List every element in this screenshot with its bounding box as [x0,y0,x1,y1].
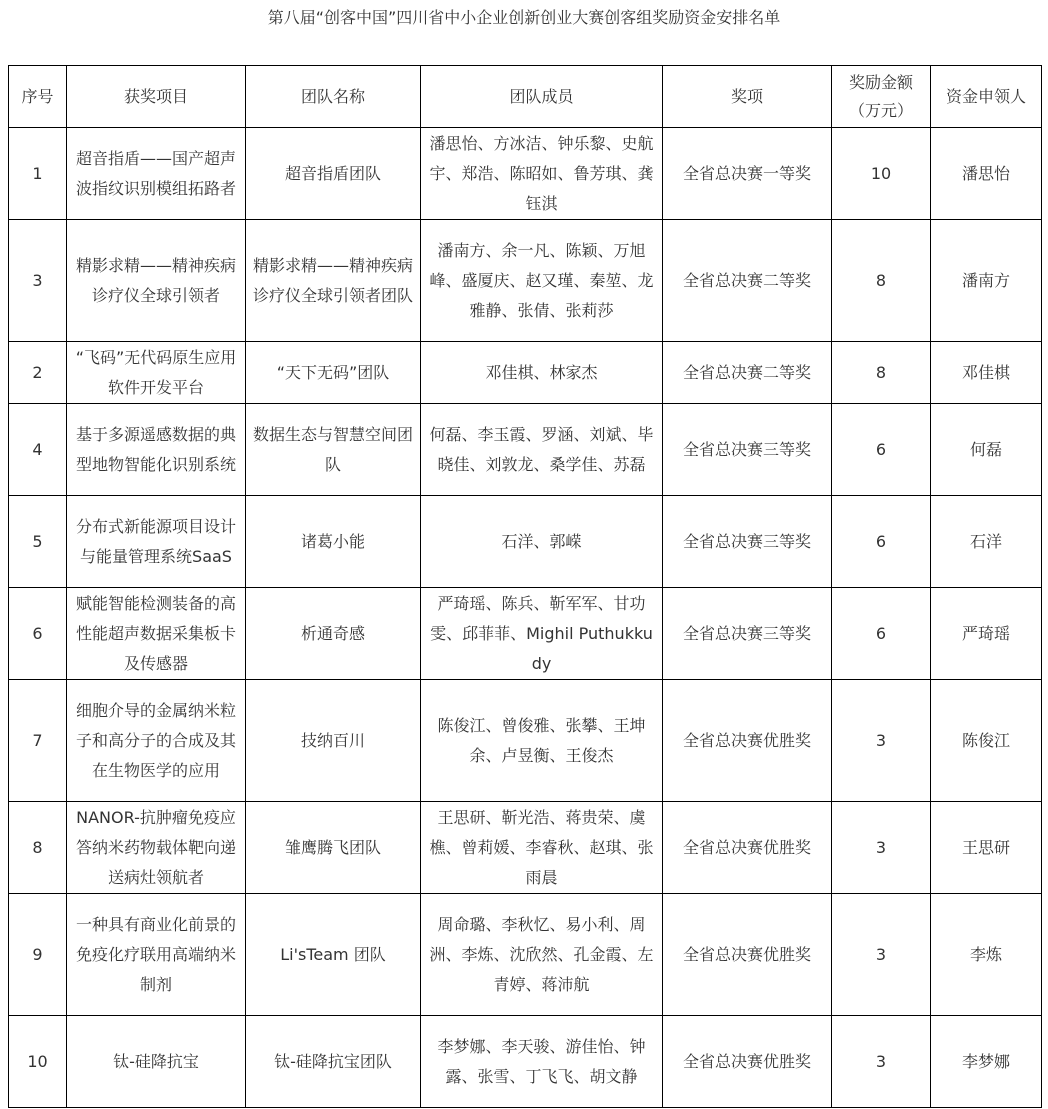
cell-recipient: 潘南方 [931,220,1042,342]
cell-members: 李梦娜、李天骏、游佳怡、钟露、张雪、丁飞飞、胡文静 [421,1016,663,1108]
cell-recipient: 潘思怡 [931,128,1042,220]
table-row [9,496,1042,588]
cell-index: 7 [9,680,67,802]
header-team: 团队名称 [246,66,421,128]
cell-recipient: 严琦瑶 [931,588,1042,680]
award-table [8,65,1042,1108]
cell-index: 6 [9,588,67,680]
table-row [9,588,1042,680]
cell-team: 精影求精——精神疾病诊疗仪全球引领者团队 [246,220,421,342]
cell-team: 析通奇感 [246,588,421,680]
cell-project: 超音指盾——国产超声波指纹识别模组拓路者 [67,128,246,220]
header-row [9,66,1042,128]
table-row [9,128,1042,220]
cell-project: 细胞介导的金属纳米粒子和高分子的合成及其在生物医学的应用 [67,680,246,802]
cell-amount: 6 [832,588,931,680]
header-project: 获奖项目 [67,66,246,128]
table-body [9,128,1042,1108]
cell-amount: 10 [832,128,931,220]
cell-amount: 3 [832,680,931,802]
header-amount [832,66,931,128]
cell-award: 全省总决赛优胜奖 [663,894,832,1016]
cell-team: Li'sTeam 团队 [246,894,421,1016]
table-row [9,404,1042,496]
cell-recipient: 李炼 [931,894,1042,1016]
cell-index: 8 [9,802,67,894]
cell-award: 全省总决赛二等奖 [663,220,832,342]
cell-index: 10 [9,1016,67,1108]
cell-recipient: 邓佳棋 [931,342,1042,404]
table-row [9,802,1042,894]
cell-project: 一种具有商业化前景的免疫化疗联用高端纳米制剂 [67,894,246,1016]
cell-award: 全省总决赛三等奖 [663,496,832,588]
cell-project: 精影求精——精神疾病诊疗仪全球引领者 [67,220,246,342]
cell-project: 基于多源遥感数据的典型地物智能化识别系统 [67,404,246,496]
cell-amount: 3 [832,894,931,1016]
cell-project: “飞码”无代码原生应用软件开发平台 [67,342,246,404]
cell-award: 全省总决赛一等奖 [663,128,832,220]
cell-amount: 6 [832,496,931,588]
cell-index: 5 [9,496,67,588]
cell-award: 全省总决赛优胜奖 [663,680,832,802]
cell-amount: 8 [832,342,931,404]
cell-index: 1 [9,128,67,220]
document-title: 第八届“创客中国”四川省中小企业创新创业大赛创客组奖励资金安排名单 [267,8,781,27]
cell-team: “天下无码”团队 [246,342,421,404]
cell-index: 3 [9,220,67,342]
cell-members: 潘南方、余一凡、陈颖、万旭峰、盛厦庆、赵又瑾、秦堃、龙雅静、张倩、张莉莎 [421,220,663,342]
cell-index: 9 [9,894,67,1016]
header-amount-line2: （万元） [848,100,913,120]
cell-index: 2 [9,342,67,404]
cell-team: 数据生态与智慧空间团队 [246,404,421,496]
cell-project: 分布式新能源项目设计与能量管理系统SaaS [67,496,246,588]
cell-recipient: 石洋 [931,496,1042,588]
cell-members: 潘思怡、方冰洁、钟乐黎、史航宇、郑浩、陈昭如、鲁芳琪、龚钰淇 [421,128,663,220]
cell-team: 钛-硅降抗宝团队 [246,1016,421,1108]
cell-recipient: 何磊 [931,404,1042,496]
cell-team: 雏鹰腾飞团队 [246,802,421,894]
cell-project: 钛-硅降抗宝 [67,1016,246,1108]
cell-members: 严琦瑶、陈兵、靳军军、甘功雯、邱菲菲、Mighil Puthukkudy [421,588,663,680]
cell-members: 何磊、李玉霞、罗涵、刘斌、毕晓佳、刘敦龙、桑学佳、苏磊 [421,404,663,496]
table-row [9,342,1042,404]
cell-members: 陈俊江、曾俊雅、张攀、王坤余、卢昱衡、王俊杰 [421,680,663,802]
table-header [9,66,1042,128]
cell-award: 全省总决赛三等奖 [663,404,832,496]
cell-members: 石洋、郭嵘 [421,496,663,588]
cell-award: 全省总决赛优胜奖 [663,802,832,894]
cell-index: 4 [9,404,67,496]
header-members: 团队成员 [421,66,663,128]
cell-award: 全省总决赛三等奖 [663,588,832,680]
cell-amount: 6 [832,404,931,496]
cell-project: NANOR-抗肿瘤免疫应答纳米药物载体靶向递送病灶领航者 [67,802,246,894]
cell-project: 赋能智能检测装备的高性能超声数据采集板卡及传感器 [67,588,246,680]
header-index: 序号 [9,66,67,128]
cell-members: 邓佳棋、林家杰 [421,342,663,404]
table-row [9,220,1042,342]
cell-amount: 3 [832,802,931,894]
table-row [9,680,1042,802]
cell-recipient: 李梦娜 [931,1016,1042,1108]
cell-members: 王思研、靳光浩、蒋贵荣、虞樵、曾莉媛、李睿秋、赵琪、张雨晨 [421,802,663,894]
table-row [9,1016,1042,1108]
cell-team: 超音指盾团队 [246,128,421,220]
header-amount-line1: 奖励金额 [848,72,913,92]
header-award: 奖项 [663,66,832,128]
cell-amount: 8 [832,220,931,342]
table-row [9,894,1042,1016]
cell-recipient: 王思研 [931,802,1042,894]
cell-award: 全省总决赛优胜奖 [663,1016,832,1108]
cell-recipient: 陈俊江 [931,680,1042,802]
cell-members: 周命璐、李秋忆、易小利、周洲、李炼、沈欣然、孔金霞、左青婷、蒋沛航 [421,894,663,1016]
cell-team: 诸葛小能 [246,496,421,588]
cell-award: 全省总决赛二等奖 [663,342,832,404]
cell-amount: 3 [832,1016,931,1108]
cell-team: 技纳百川 [246,680,421,802]
header-recipient: 资金申领人 [931,66,1042,128]
